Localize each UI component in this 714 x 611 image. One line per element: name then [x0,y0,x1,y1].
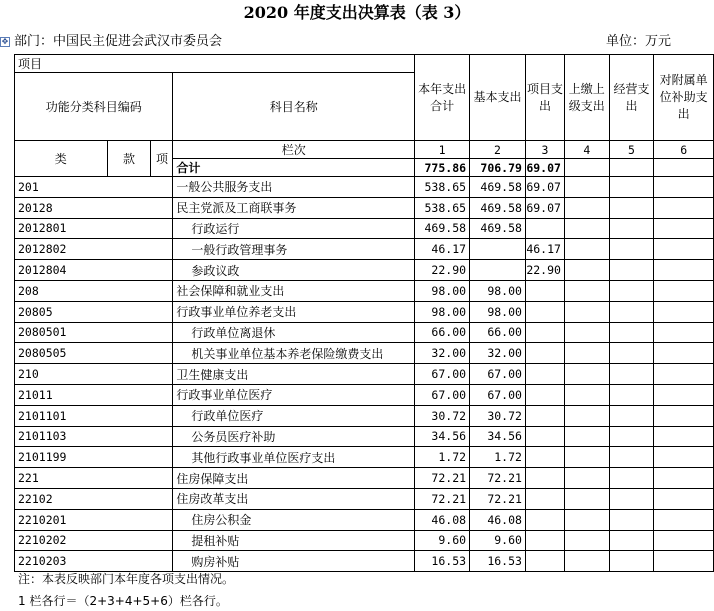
row-value [654,218,714,239]
row-value [609,551,654,572]
table-row [15,239,714,260]
row-value [564,322,609,343]
row-value [609,468,654,489]
row-value [525,384,564,405]
row-subject-name: 参政议政 [173,260,415,281]
col-number: 4 [564,141,609,159]
row-subject-name: 行政单位离退休 [173,322,415,343]
row-value: 66.00 [415,322,470,343]
total-value [564,159,609,177]
table-row [15,301,714,322]
row-value [564,301,609,322]
row-value [564,447,609,468]
expenditure-table [14,54,714,572]
row-value [654,447,714,468]
row-value [654,426,714,447]
row-value [654,405,714,426]
row-value [654,509,714,530]
footnote: 注：本表反映部门本年度各项支出情况。 [18,572,235,586]
table-row [15,280,714,301]
header-lanci: 栏次 [173,141,415,159]
department-label: 部门：中国民主促进会武汉市委员会 [14,34,223,49]
row-value: 46.08 [470,509,526,530]
row-value: 66.00 [470,322,526,343]
row-subject-name: 其他行政事业单位医疗支出 [173,447,415,468]
row-value [564,343,609,364]
table-row [15,509,714,530]
row-value: 1.72 [415,447,470,468]
row-value [470,260,526,281]
header-row-lanci [15,141,714,159]
row-value [525,218,564,239]
row-code: 20805 [15,301,173,322]
table-row [15,426,714,447]
table-row [15,488,714,509]
header-col-remit: 上缴上级支出 [564,55,609,141]
row-value [609,197,654,218]
row-subject-name: 民主党派及工商联事务 [173,197,415,218]
row-code: 2012801 [15,218,173,239]
table-row [15,260,714,281]
total-label: 合计 [173,159,415,177]
row-value [654,343,714,364]
row-value [564,384,609,405]
footnote-formula: 1 栏各行＝（2+3+4+5+6）栏各行。 [18,594,228,608]
row-value: 32.00 [470,343,526,364]
total-value: 706.79 [470,159,526,177]
row-value [609,322,654,343]
total-value [654,159,714,177]
table-row [15,197,714,218]
row-value: 30.72 [415,405,470,426]
row-value [654,197,714,218]
row-value: 34.56 [470,426,526,447]
row-value [654,322,714,343]
row-value: 67.00 [470,364,526,385]
row-value: 46.08 [415,509,470,530]
col-number: 5 [609,141,654,159]
row-value: 67.00 [470,384,526,405]
row-code: 2012804 [15,260,173,281]
row-code: 2101103 [15,426,173,447]
total-value: 775.86 [415,159,470,177]
total-value [609,159,654,177]
row-value: 46.17 [525,239,564,260]
row-value [564,197,609,218]
row-value [654,551,714,572]
row-value [654,177,714,198]
row-value [525,468,564,489]
row-subject-name: 购房补贴 [173,551,415,572]
col-number: 2 [470,141,526,159]
header-col-project: 项目支出 [525,55,564,141]
row-value: 34.56 [415,426,470,447]
row-value [654,488,714,509]
row-value [470,239,526,260]
row-value [564,488,609,509]
row-value: 538.65 [415,177,470,198]
row-value [564,177,609,198]
row-value [609,343,654,364]
row-value [564,218,609,239]
row-value [654,468,714,489]
row-value [525,551,564,572]
row-subject-name: 行政事业单位养老支出 [173,301,415,322]
row-value [564,260,609,281]
row-value [525,405,564,426]
row-value: 67.00 [415,384,470,405]
row-value: 98.00 [415,301,470,322]
header-subject-name: 科目名称 [173,73,415,141]
row-value: 469.58 [415,218,470,239]
row-value: 469.58 [470,197,526,218]
row-value [525,301,564,322]
row-value [654,280,714,301]
row-code: 201 [15,177,173,198]
row-value [525,322,564,343]
table-row [15,405,714,426]
row-subject-name: 住房保障支出 [173,468,415,489]
row-value: 22.90 [415,260,470,281]
header-kuan: 款 [107,141,151,177]
row-code: 22102 [15,488,173,509]
row-value [609,239,654,260]
header-lei: 类 [15,141,108,177]
row-value [609,218,654,239]
row-code: 2210203 [15,551,173,572]
row-code: 208 [15,280,173,301]
col-number: 1 [415,141,470,159]
row-value [564,239,609,260]
total-value: 69.07 [525,159,564,177]
row-subject-name: 卫生健康支出 [173,364,415,385]
row-value: 22.90 [525,260,564,281]
row-subject-name: 行政事业单位医疗 [173,384,415,405]
row-subject-name: 一般公共服务支出 [173,177,415,198]
row-value [525,488,564,509]
row-value: 98.00 [415,280,470,301]
row-value [564,364,609,385]
row-value: 16.53 [415,551,470,572]
row-value [525,530,564,551]
row-value [525,280,564,301]
row-value [525,343,564,364]
row-value [654,239,714,260]
row-value [525,364,564,385]
row-value [654,530,714,551]
row-value [525,509,564,530]
row-code: 21011 [15,384,173,405]
row-value: 538.65 [415,197,470,218]
row-value [654,260,714,281]
row-code: 2210201 [15,509,173,530]
row-code: 2080501 [15,322,173,343]
table-row [15,551,714,572]
row-subject-name: 提租补贴 [173,530,415,551]
row-code: 2210202 [15,530,173,551]
unit-label: 单位：万元 [606,34,672,49]
header-xiang: 项 [151,141,173,177]
row-value [609,301,654,322]
row-value [609,384,654,405]
row-value [564,280,609,301]
row-value [654,364,714,385]
table-row [15,468,714,489]
header-col-total: 本年支出合计 [415,55,470,141]
row-code: 221 [15,468,173,489]
row-value: 69.07 [525,177,564,198]
header-col-subsidy: 对附属单位补助支出 [654,55,714,141]
table-row [15,343,714,364]
row-subject-name: 行政单位医疗 [173,405,415,426]
row-value: 67.00 [415,364,470,385]
row-value: 9.60 [470,530,526,551]
row-subject-name: 社会保障和就业支出 [173,280,415,301]
row-value [609,426,654,447]
row-subject-name: 住房改革支出 [173,488,415,509]
row-value [564,468,609,489]
row-value [525,447,564,468]
row-value [564,405,609,426]
col-number: 6 [654,141,714,159]
table-row [15,384,714,405]
row-value [609,488,654,509]
row-value: 98.00 [470,301,526,322]
row-code: 210 [15,364,173,385]
page-title: 2020 年度支出决算表（表 3） [243,3,471,22]
row-code: 20128 [15,197,173,218]
row-value: 469.58 [470,218,526,239]
table-row [15,322,714,343]
row-value: 69.07 [525,197,564,218]
row-subject-name: 一般行政管理事务 [173,239,415,260]
row-value [609,280,654,301]
row-value [609,405,654,426]
row-value [609,364,654,385]
row-value [564,509,609,530]
row-value: 30.72 [470,405,526,426]
row-value [564,530,609,551]
move-handle-icon[interactable]: ✥ [1,37,9,46]
row-code: 2101199 [15,447,173,468]
row-code: 2080505 [15,343,173,364]
table-row [15,177,714,198]
row-value [654,384,714,405]
header-col-basic: 基本支出 [470,55,526,141]
header-col-operating: 经营支出 [609,55,654,141]
row-value: 16.53 [470,551,526,572]
header-func-code: 功能分类科目编码 [15,73,173,141]
row-subject-name: 住房公积金 [173,509,415,530]
row-value: 9.60 [415,530,470,551]
row-subject-name: 行政运行 [173,218,415,239]
header-item: 项目 [15,55,415,73]
row-value [564,551,609,572]
row-code: 2012802 [15,239,173,260]
row-value [564,426,609,447]
row-value [654,301,714,322]
row-value [609,509,654,530]
row-value [525,426,564,447]
row-value: 72.21 [470,468,526,489]
row-value: 469.58 [470,177,526,198]
row-value: 32.00 [415,343,470,364]
row-value: 72.21 [415,468,470,489]
row-value [609,177,654,198]
table-row [15,364,714,385]
row-value: 98.00 [470,280,526,301]
row-value: 1.72 [470,447,526,468]
row-value [609,530,654,551]
row-subject-name: 机关事业单位基本养老保险缴费支出 [173,343,415,364]
row-value: 72.21 [415,488,470,509]
table-row [15,447,714,468]
table-row [15,530,714,551]
row-code: 2101101 [15,405,173,426]
col-number: 3 [525,141,564,159]
row-value [609,447,654,468]
row-subject-name: 公务员医疗补助 [173,426,415,447]
header-row-item [15,55,714,73]
row-value: 46.17 [415,239,470,260]
table-row [15,218,714,239]
row-value: 72.21 [470,488,526,509]
row-value [609,260,654,281]
